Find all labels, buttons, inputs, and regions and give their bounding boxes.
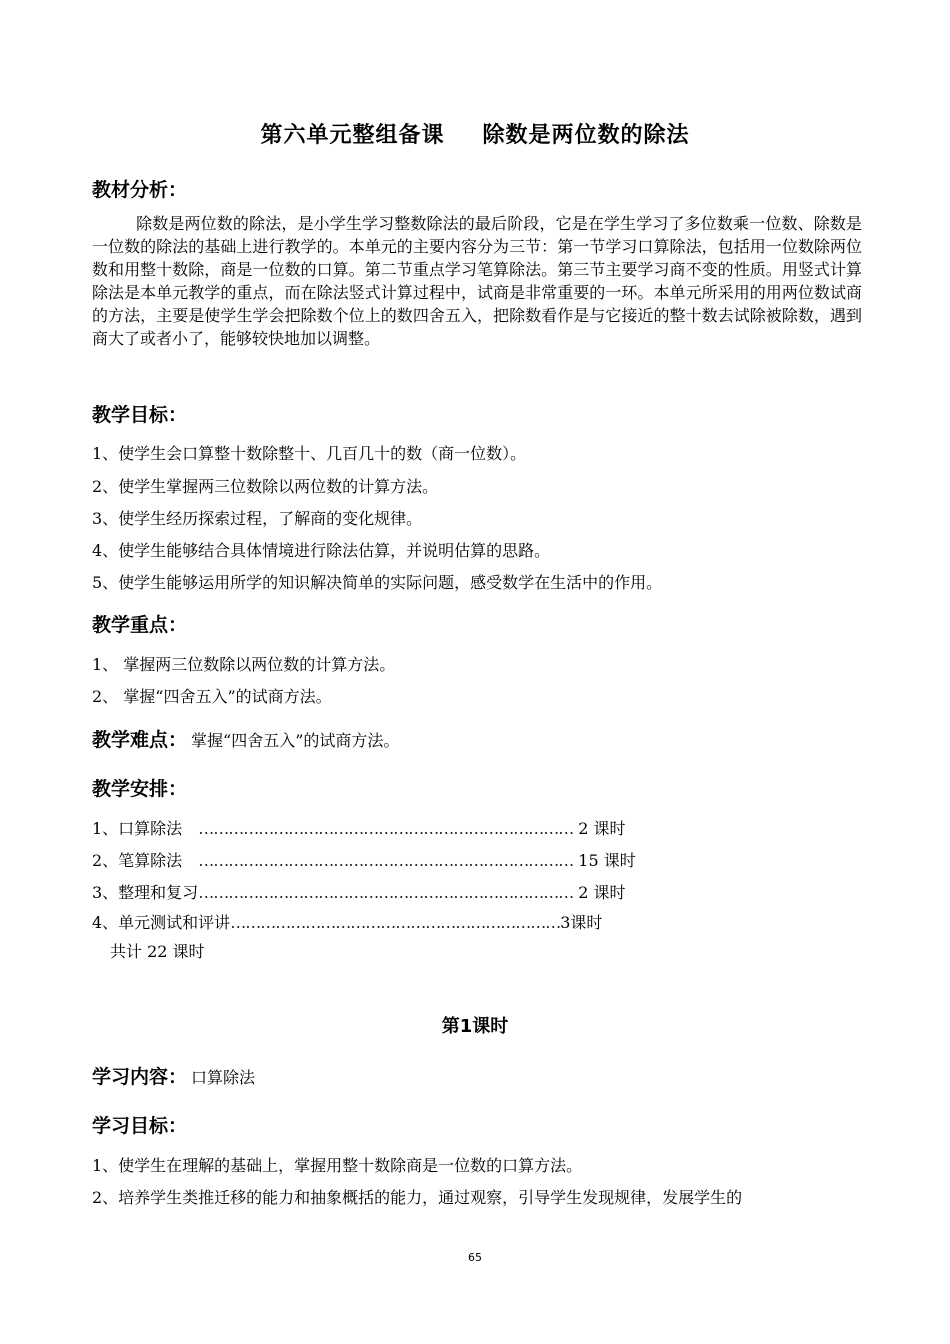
schedule-row [92, 818, 626, 840]
lesson-goals-heading: 学习目标： [92, 1115, 188, 1137]
schedule-hours: 2 课时 [573, 819, 626, 838]
analysis-heading: 教材分析： [92, 179, 188, 201]
lesson-content-heading: 学习内容： [92, 1066, 188, 1088]
key-point-item: 1、 掌握两三位数除以两位数的计算方法。 [92, 655, 396, 674]
lesson-title: 第1课时 [441, 1016, 509, 1037]
goals-heading: 教学目标： [92, 404, 188, 426]
goal-item: 5、使学生能够运用所学的知识解决简单的实际问题，感受数学在生活中的作用。 [92, 573, 663, 592]
title-topic: 除数是两位数的除法 [482, 123, 690, 148]
schedule-hours: 15 课时 [573, 851, 636, 870]
key-point-item: 2、 掌握“四舍五入”的试商方法。 [92, 687, 332, 706]
difficulty-heading: 教学难点： [92, 729, 188, 751]
schedule-hours: 3课时 [560, 913, 603, 932]
schedule-label: 3、整理和复习 [92, 883, 199, 902]
document-title [0, 118, 950, 149]
schedule-label: 4、单元测试和评讲 [92, 913, 231, 932]
title-unit: 第六单元整组备课 [260, 123, 445, 148]
goal-item: 3、使学生经历探索过程，了解商的变化规律。 [92, 509, 423, 528]
page-number: 65 [468, 1251, 482, 1264]
schedule-leader: ………………………………………………………………… [198, 819, 574, 838]
goal-item: 2、使学生掌握两三位数除以两位数的计算方法。 [92, 477, 439, 496]
difficulty-text: 掌握“四舍五入”的试商方法。 [191, 731, 400, 750]
arrangement-heading: 教学安排： [92, 778, 188, 800]
schedule-label: 1、口算除法 [92, 819, 199, 838]
goal-item: 1、使学生会口算整十数除整十、几百几十的数（商一位数）。 [92, 444, 527, 463]
schedule-hours: 2 课时 [573, 883, 626, 902]
schedule-leader: ………………………………………………………………… [198, 851, 574, 870]
analysis-paragraph [92, 212, 862, 350]
lesson-content-row [92, 1062, 255, 1089]
lesson-goal-item: 1、使学生在理解的基础上，掌握用整十数除商是一位数的口算方法。 [92, 1156, 583, 1175]
schedule-leader: ………………………………………………………………… [198, 883, 574, 902]
schedule-row [92, 912, 602, 934]
key-points-heading: 教学重点： [92, 614, 188, 636]
schedule-label: 2、笔算除法 [92, 851, 199, 870]
difficulty-row [92, 725, 399, 752]
schedule-row [92, 850, 636, 872]
analysis-body: 除数是两位数的除法，是小学生学习整数除法的最后阶段，它是在学生学习了多位数乘一位数、除数是一位数的除法的基础上进行教学的。本单元的主要内容分为三节：第一节学习口算除法，包括用一位数除两位数和用整十数除，商是一位数的口算。第二节重点学习笔算除法。第三节主要学习商不变的性质。用竖式计算除法是本单元教学的重点，而在除法竖式计算过程中，试商是非常重要的一环。本单元所采用的用两位数试商的方法，主要是使学生学会把除数个位上的数四舍五入，把除数看作是与它接近的整十数去试除被除数，遇到商大了或者小了，能够较快地加以调整。 [92, 214, 862, 348]
lesson-goal-item: 2、培养学生类推迁移的能力和抽象概括的能力，通过观察，引导学生发现规律，发展学生的 [92, 1188, 743, 1207]
goal-item: 4、使学生能够结合具体情境进行除法估算，并说明估算的思路。 [92, 541, 551, 560]
schedule-row [92, 882, 626, 904]
lesson-content-text: 口算除法 [191, 1068, 256, 1087]
schedule-total: 共计 22 课时 [110, 942, 205, 961]
schedule-leader: ………………………………………………………… [230, 913, 561, 932]
